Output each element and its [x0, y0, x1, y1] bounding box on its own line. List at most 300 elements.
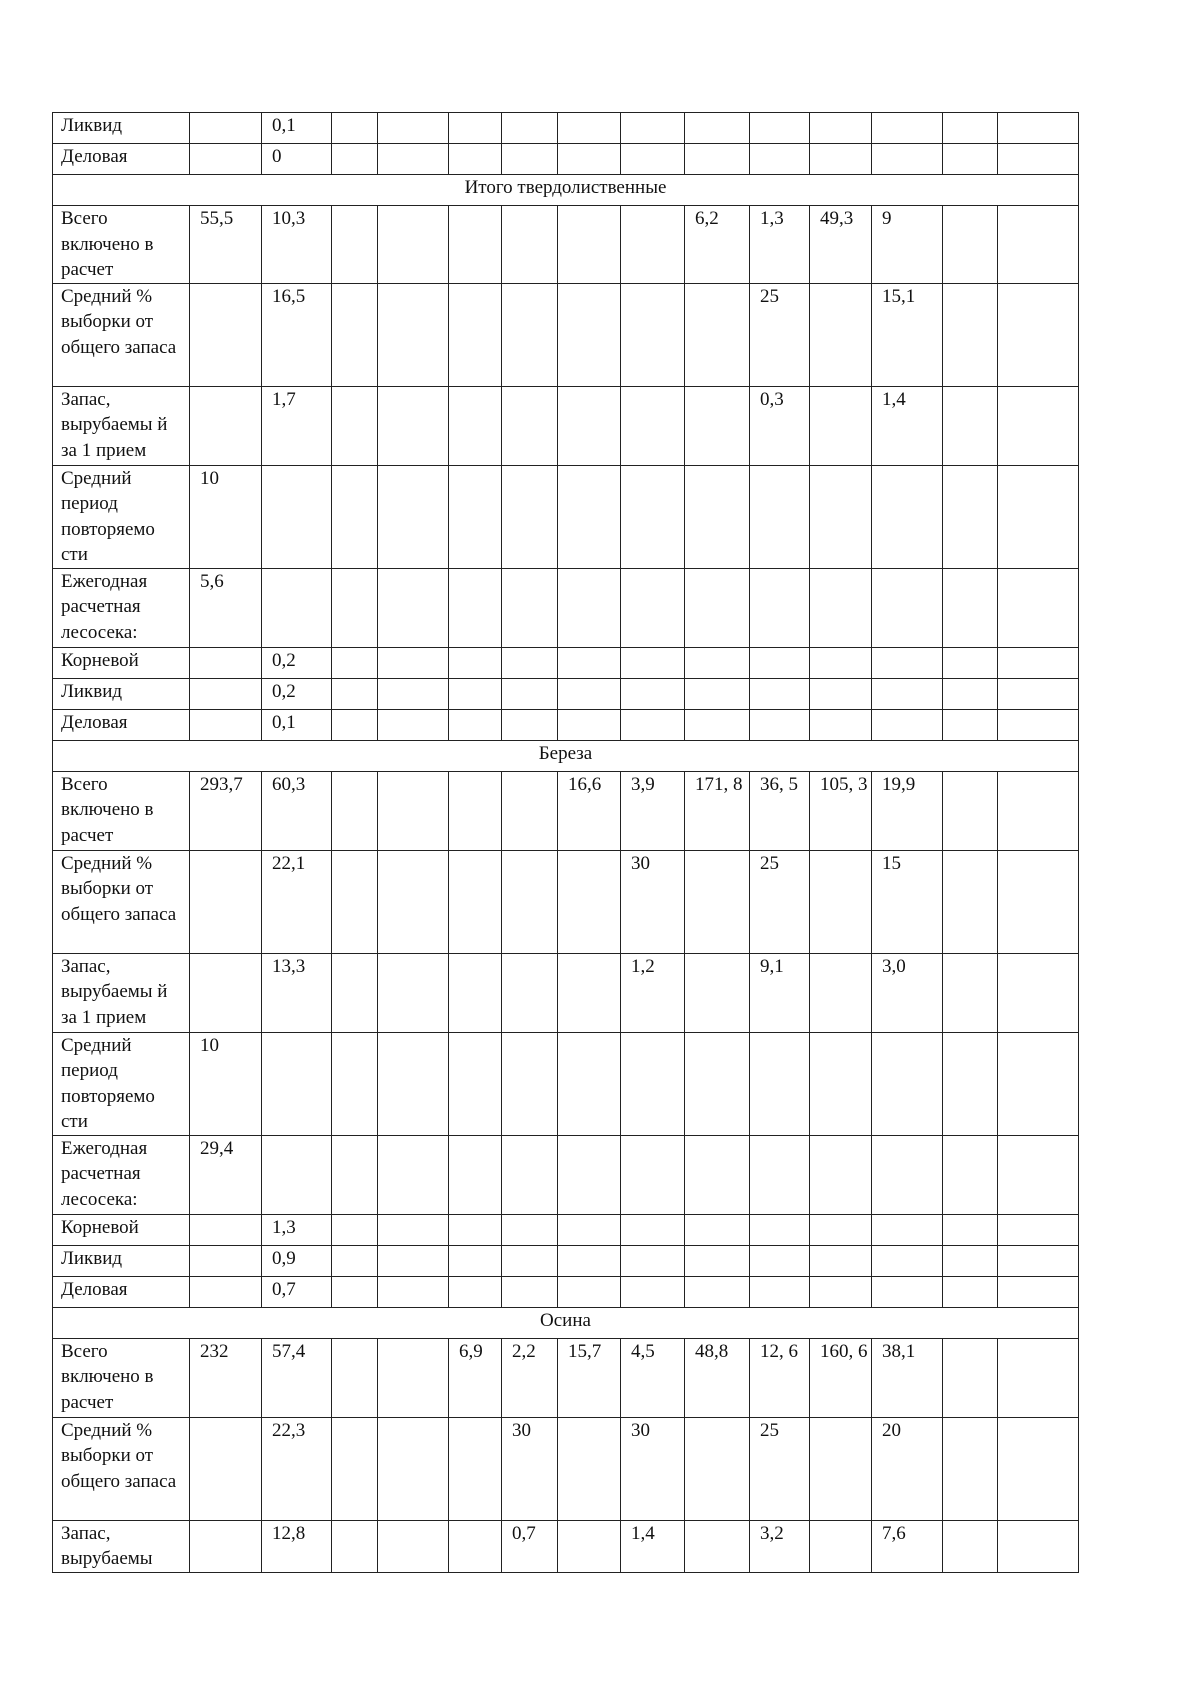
table-cell	[810, 1276, 872, 1307]
table-cell	[502, 386, 558, 465]
table-cell	[378, 568, 449, 647]
table-cell: 48,8	[685, 1338, 750, 1417]
table-cell	[378, 1214, 449, 1245]
table-cell	[685, 386, 750, 465]
table-cell	[449, 283, 502, 386]
table-cell: 20	[872, 1417, 943, 1520]
table-cell: 1,7	[262, 386, 332, 465]
table-cell	[750, 1214, 810, 1245]
table-cell	[943, 678, 998, 709]
table-cell	[810, 1032, 872, 1135]
table-cell	[621, 1032, 685, 1135]
table-cell	[872, 1032, 943, 1135]
table-cell	[943, 386, 998, 465]
row-label: Всего включено в расчет	[53, 206, 190, 284]
table-cell: 15,1	[872, 283, 943, 386]
table-row	[53, 850, 1079, 953]
table-cell	[685, 1417, 750, 1520]
table-cell	[872, 709, 943, 740]
table-cell	[332, 709, 378, 740]
table-cell	[190, 678, 262, 709]
table-cell	[190, 113, 262, 144]
table-cell	[378, 1276, 449, 1307]
table-cell	[621, 1245, 685, 1276]
section-header-row	[53, 1307, 1079, 1338]
table-cell	[621, 568, 685, 647]
table-cell	[943, 465, 998, 568]
table-row	[53, 386, 1079, 465]
table-cell	[750, 647, 810, 678]
row-label: Средний % выборки от общего запаса	[53, 850, 190, 953]
table-row	[53, 465, 1079, 568]
table-cell	[502, 1245, 558, 1276]
row-label: Запас, вырубаемы	[53, 1520, 190, 1572]
table-cell	[621, 1214, 685, 1245]
table-cell	[262, 1032, 332, 1135]
table-cell	[378, 1135, 449, 1214]
table-cell	[685, 678, 750, 709]
table-row	[53, 1245, 1079, 1276]
table-cell	[998, 709, 1079, 740]
table-cell	[998, 206, 1079, 284]
table-cell	[378, 283, 449, 386]
table-cell: 55,5	[190, 206, 262, 284]
table-cell	[449, 1245, 502, 1276]
table-cell	[332, 850, 378, 953]
table-cell	[558, 1135, 621, 1214]
table-cell	[998, 953, 1079, 1032]
table-cell	[190, 850, 262, 953]
table-cell	[262, 568, 332, 647]
row-label: Ликвид	[53, 678, 190, 709]
table-row	[53, 647, 1079, 678]
table-cell	[872, 1214, 943, 1245]
table-cell	[943, 113, 998, 144]
table-cell	[332, 953, 378, 1032]
table-cell	[449, 1417, 502, 1520]
table-cell	[262, 465, 332, 568]
table-cell: 13,3	[262, 953, 332, 1032]
table-cell	[810, 1214, 872, 1245]
row-label: Запас, вырубаемы й за 1 прием	[53, 953, 190, 1032]
row-label: Средний период повторяемо сти	[53, 465, 190, 568]
table-cell	[378, 1032, 449, 1135]
table-cell	[943, 647, 998, 678]
table-cell	[685, 1214, 750, 1245]
table-cell	[449, 647, 502, 678]
table-cell	[998, 1520, 1079, 1572]
table-cell	[621, 283, 685, 386]
table-cell	[558, 953, 621, 1032]
table-cell	[378, 678, 449, 709]
table-cell: 9,1	[750, 953, 810, 1032]
table-cell	[378, 771, 449, 850]
table-row	[53, 283, 1079, 386]
table-cell: 0	[262, 144, 332, 175]
table-cell	[943, 709, 998, 740]
table-cell: 6,2	[685, 206, 750, 284]
table-cell	[502, 568, 558, 647]
table-cell	[449, 386, 502, 465]
table-cell	[378, 647, 449, 678]
table-cell	[378, 709, 449, 740]
table-cell	[685, 1135, 750, 1214]
table-cell	[685, 709, 750, 740]
table-cell	[190, 709, 262, 740]
table-cell: 2,2	[502, 1338, 558, 1417]
table-cell	[502, 1032, 558, 1135]
table-cell	[378, 386, 449, 465]
row-label: Корневой	[53, 1214, 190, 1245]
table-cell	[558, 144, 621, 175]
table-cell: 1,2	[621, 953, 685, 1032]
table-cell	[190, 1417, 262, 1520]
table-cell	[943, 953, 998, 1032]
table-cell	[998, 568, 1079, 647]
table-cell	[502, 1135, 558, 1214]
table-cell	[810, 113, 872, 144]
table-cell	[943, 1214, 998, 1245]
table-cell	[558, 647, 621, 678]
table-cell: 30	[621, 850, 685, 953]
table-row	[53, 953, 1079, 1032]
table-cell	[558, 850, 621, 953]
table-cell	[332, 1214, 378, 1245]
table-cell	[685, 465, 750, 568]
table-cell	[872, 113, 943, 144]
table-row	[53, 1135, 1079, 1214]
table-row	[53, 1417, 1079, 1520]
table-cell	[502, 771, 558, 850]
row-label: Средний % выборки от общего запаса	[53, 283, 190, 386]
table-cell: 3,9	[621, 771, 685, 850]
table-cell	[872, 1276, 943, 1307]
table-cell	[332, 1417, 378, 1520]
table-cell	[502, 283, 558, 386]
table-cell	[558, 206, 621, 284]
row-label: Всего включено в расчет	[53, 771, 190, 850]
table-row	[53, 678, 1079, 709]
table-row	[53, 1338, 1079, 1417]
table-cell: 0,7	[262, 1276, 332, 1307]
table-cell	[810, 953, 872, 1032]
table-cell: 25	[750, 283, 810, 386]
table-cell	[449, 144, 502, 175]
table-cell	[943, 1338, 998, 1417]
table-cell	[621, 386, 685, 465]
table-cell	[449, 465, 502, 568]
section-header-row	[53, 175, 1079, 206]
table-cell	[332, 465, 378, 568]
table-cell	[332, 1032, 378, 1135]
row-label: Ликвид	[53, 1245, 190, 1276]
table-cell	[332, 144, 378, 175]
table-cell	[750, 113, 810, 144]
table-cell	[943, 283, 998, 386]
table-cell	[621, 678, 685, 709]
section-title: Осина	[53, 1307, 1079, 1338]
table-cell	[190, 1245, 262, 1276]
table-cell	[502, 953, 558, 1032]
table-cell	[621, 113, 685, 144]
table-cell	[190, 1520, 262, 1572]
table-cell	[449, 709, 502, 740]
row-label: Деловая	[53, 144, 190, 175]
table-row	[53, 771, 1079, 850]
section-header-row	[53, 740, 1079, 771]
table-cell	[998, 144, 1079, 175]
table-cell	[502, 647, 558, 678]
table-cell	[378, 1520, 449, 1572]
table-cell	[810, 678, 872, 709]
table-cell: 15,7	[558, 1338, 621, 1417]
table-cell: 1,3	[262, 1214, 332, 1245]
table-cell	[872, 568, 943, 647]
table-cell	[872, 647, 943, 678]
table-cell	[502, 144, 558, 175]
section-title: Береза	[53, 740, 1079, 771]
row-label: Ликвид	[53, 113, 190, 144]
table-cell	[621, 709, 685, 740]
table-cell	[810, 144, 872, 175]
table-row	[53, 1276, 1079, 1307]
table-row	[53, 113, 1079, 144]
table-cell	[378, 1417, 449, 1520]
table-cell	[943, 1520, 998, 1572]
table-cell: 160, 6	[810, 1338, 872, 1417]
table-row	[53, 1520, 1079, 1572]
table-cell	[998, 1338, 1079, 1417]
table-cell	[449, 678, 502, 709]
table-cell	[810, 386, 872, 465]
table-cell	[558, 1276, 621, 1307]
table-cell: 6,9	[449, 1338, 502, 1417]
table-cell	[378, 465, 449, 568]
table-cell	[449, 953, 502, 1032]
table-cell	[943, 850, 998, 953]
table-cell	[558, 678, 621, 709]
table-cell	[449, 1520, 502, 1572]
table-cell	[810, 1520, 872, 1572]
table-cell: 3,2	[750, 1520, 810, 1572]
table-cell	[998, 647, 1079, 678]
table-cell	[558, 709, 621, 740]
table-cell	[750, 1135, 810, 1214]
table-cell	[998, 386, 1079, 465]
table-cell	[750, 709, 810, 740]
table-cell	[998, 1135, 1079, 1214]
table-cell: 0,1	[262, 709, 332, 740]
table-cell	[190, 647, 262, 678]
table-cell	[502, 709, 558, 740]
table-cell	[750, 568, 810, 647]
table-cell	[332, 647, 378, 678]
table-cell: 0,2	[262, 647, 332, 678]
table-cell	[449, 850, 502, 953]
table-cell	[190, 1276, 262, 1307]
table-cell	[558, 1417, 621, 1520]
table-cell: 3,0	[872, 953, 943, 1032]
table-cell	[998, 850, 1079, 953]
table-cell	[621, 1135, 685, 1214]
table-cell	[810, 647, 872, 678]
table-cell: 105, 3	[810, 771, 872, 850]
table-cell	[332, 283, 378, 386]
table-cell	[998, 1214, 1079, 1245]
table-cell	[872, 1135, 943, 1214]
table-cell	[998, 678, 1079, 709]
table-cell: 19,9	[872, 771, 943, 850]
table-cell	[685, 1245, 750, 1276]
table-cell: 30	[621, 1417, 685, 1520]
table-cell: 171, 8	[685, 771, 750, 850]
table-cell	[810, 1245, 872, 1276]
table-cell	[558, 1245, 621, 1276]
table-cell	[190, 283, 262, 386]
table-cell	[750, 1032, 810, 1135]
table-cell	[810, 283, 872, 386]
table-cell	[685, 283, 750, 386]
table-cell	[998, 465, 1079, 568]
table-cell	[558, 1214, 621, 1245]
table-cell	[685, 113, 750, 144]
table-cell: 49,3	[810, 206, 872, 284]
table-cell	[332, 386, 378, 465]
table-cell	[332, 678, 378, 709]
table-cell	[502, 850, 558, 953]
table-cell: 10	[190, 465, 262, 568]
table-cell	[750, 465, 810, 568]
table-cell	[750, 1245, 810, 1276]
table-cell	[810, 1135, 872, 1214]
table-cell	[621, 1276, 685, 1307]
table-cell	[872, 465, 943, 568]
table-cell	[685, 1520, 750, 1572]
table-cell	[621, 465, 685, 568]
table-cell	[621, 206, 685, 284]
table-cell	[685, 850, 750, 953]
table-cell	[558, 568, 621, 647]
table-cell: 0,7	[502, 1520, 558, 1572]
table-cell	[621, 647, 685, 678]
table-cell: 22,1	[262, 850, 332, 953]
table-cell	[872, 678, 943, 709]
table-cell	[449, 1276, 502, 1307]
table-cell: 60,3	[262, 771, 332, 850]
row-label: Деловая	[53, 1276, 190, 1307]
table-cell	[685, 953, 750, 1032]
table-cell: 30	[502, 1417, 558, 1520]
table-cell	[750, 1276, 810, 1307]
table-row	[53, 206, 1079, 284]
table-cell: 1,4	[872, 386, 943, 465]
table-cell: 0,9	[262, 1245, 332, 1276]
table-cell	[998, 283, 1079, 386]
table-row	[53, 568, 1079, 647]
table-cell: 7,6	[872, 1520, 943, 1572]
table-cell	[998, 1276, 1079, 1307]
table-cell	[378, 850, 449, 953]
table-cell	[810, 465, 872, 568]
table-cell	[190, 144, 262, 175]
table-cell: 36, 5	[750, 771, 810, 850]
table-cell	[943, 568, 998, 647]
table-cell: 15	[872, 850, 943, 953]
table-cell	[810, 1417, 872, 1520]
row-label: Деловая	[53, 709, 190, 740]
table-cell	[685, 144, 750, 175]
table-cell: 0,3	[750, 386, 810, 465]
table-cell	[502, 206, 558, 284]
table-cell	[378, 1338, 449, 1417]
table-cell	[943, 1417, 998, 1520]
table-cell	[685, 1032, 750, 1135]
table-cell	[332, 568, 378, 647]
table-cell	[332, 1520, 378, 1572]
table-cell	[190, 953, 262, 1032]
table-cell	[190, 1214, 262, 1245]
table-cell	[502, 465, 558, 568]
table-cell	[558, 283, 621, 386]
table-cell: 293,7	[190, 771, 262, 850]
table-cell	[332, 206, 378, 284]
table-cell	[558, 1520, 621, 1572]
row-label: Запас, вырубаемы й за 1 прием	[53, 386, 190, 465]
table-cell	[998, 1245, 1079, 1276]
row-label: Средний % выборки от общего запаса	[53, 1417, 190, 1520]
table-cell	[449, 113, 502, 144]
table-cell: 38,1	[872, 1338, 943, 1417]
table-cell: 9	[872, 206, 943, 284]
table-cell	[558, 113, 621, 144]
table-row	[53, 1214, 1079, 1245]
table-cell	[502, 678, 558, 709]
table-cell	[378, 1245, 449, 1276]
table-cell	[378, 144, 449, 175]
table-cell	[872, 1245, 943, 1276]
table-cell	[449, 1032, 502, 1135]
table-cell	[943, 1135, 998, 1214]
table-cell	[685, 647, 750, 678]
table-cell	[998, 113, 1079, 144]
table-cell	[810, 850, 872, 953]
table-cell	[750, 678, 810, 709]
table-cell	[558, 1032, 621, 1135]
table-cell	[558, 465, 621, 568]
table-row	[53, 144, 1079, 175]
table-cell: 0,1	[262, 113, 332, 144]
table-cell: 4,5	[621, 1338, 685, 1417]
table-cell	[378, 953, 449, 1032]
table-cell	[943, 206, 998, 284]
forest-data-table	[52, 112, 1079, 1573]
table-row	[53, 709, 1079, 740]
row-label: Ежегодная расчетная лесосека:	[53, 568, 190, 647]
table-cell	[810, 568, 872, 647]
table-row	[53, 1032, 1079, 1135]
table-cell	[943, 771, 998, 850]
table-cell	[449, 206, 502, 284]
table-body	[53, 113, 1079, 1573]
table-cell	[332, 1135, 378, 1214]
table-cell	[332, 1338, 378, 1417]
table-cell	[449, 771, 502, 850]
row-label: Средний период повторяемо сти	[53, 1032, 190, 1135]
table-cell	[943, 144, 998, 175]
table-cell: 0,2	[262, 678, 332, 709]
table-cell: 5,6	[190, 568, 262, 647]
table-cell	[998, 1032, 1079, 1135]
